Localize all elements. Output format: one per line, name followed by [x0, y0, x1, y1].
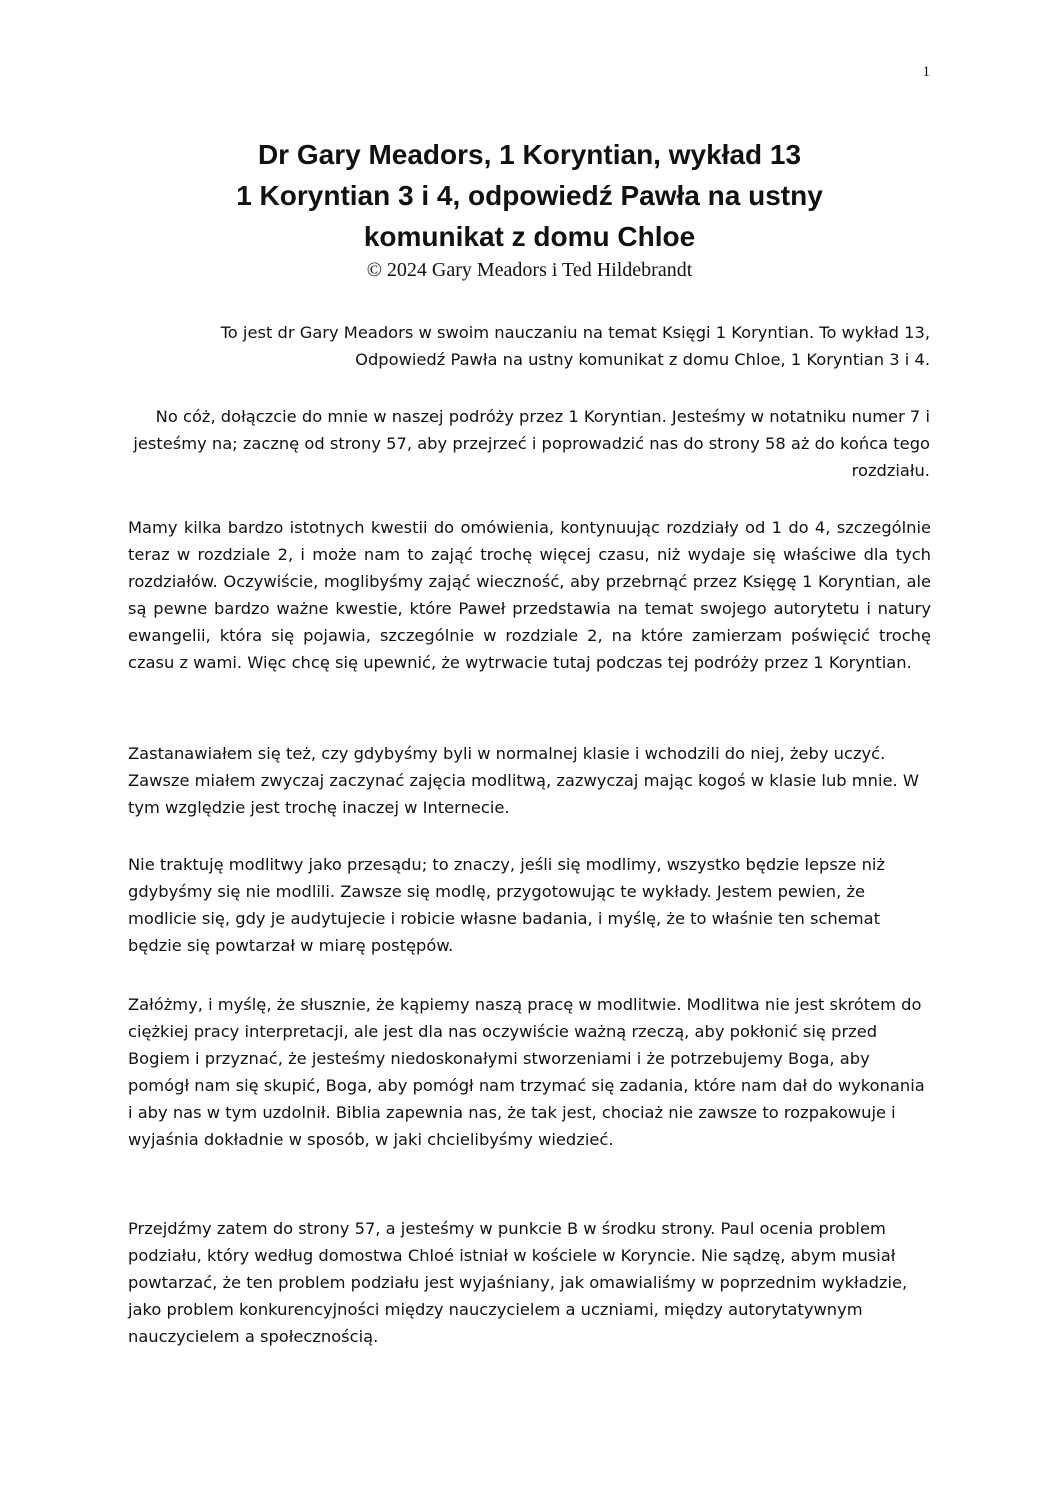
intro-paragraph-1: To jest dr Gary Meadors w swoim nauczaniu na temat Księgi 1 Koryntian. To wykład 13, Odpowiedź Pawła na ustny komunikat z domu Chloe, 1 Koryntian 3 i 4.	[220, 323, 930, 369]
title-line-3: komunikat z domu Chloe	[363, 221, 696, 252]
intro-paragraph-2: No cóż, dołączcie do mnie w naszej podróży przez 1 Koryntian. Jesteśmy w notatniku numer 7 i jesteśmy na; zacznę od strony 57, aby przejrzeć i poprowadzić nas do strony 58 aż do końca tego rozdziału.	[133, 407, 930, 480]
title-line-2: 1 Koryntian 3 i 4, odpowiedź Pawła na ustny	[236, 180, 823, 211]
body-paragraph-2: Zastanawiałem się też, czy gdybyśmy byli w normalnej klasie i wchodzili do niej, żeby uczyć. Zawsze miałem zwyczaj zaczynać zajęcia modlitwą, zazwyczaj mając kogoś w klasie lub mnie. W tym względzie jest trochę inaczej w Internecie.	[128, 744, 919, 817]
body-paragraph-3: Nie traktuję modlitwy jako przesądu; to znaczy, jeśli się modlimy, wszystko będzie lepsze niż gdybyśmy się nie modlili. Zawsze się modlę, przygotowując te wykłady. Jestem pewien, że modlicie się, gdy je audytujecie i robicie własne badania, i myślę, że to właśnie ten schemat będzie się powtarzał w miarę postępów.	[128, 855, 885, 955]
page-number: 1	[922, 64, 930, 80]
body-paragraph-5: Przejdźmy zatem do strony 57, a jesteśmy w punkcie B w środku strony. Paul ocenia problem podziału, który według domostwa Chloé istniał w kościele w Koryncie. Nie sądzę, abym musiał powtarzać, że ten problem podziału jest wyjaśniany, jak omawialiśmy w poprzednim wykładzie, jako problem konkurencyjności między nauczycielem a uczniami, między autorytatywnym nauczycielem a społecznością.	[128, 1219, 908, 1346]
body-paragraph-4: Załóżmy, i myślę, że słusznie, że kąpiemy naszą pracę w modlitwie. Modlitwa nie jest skrótem do ciężkiej pracy interpretacji, ale jest dla nas oczywiście ważną rzeczą, aby pokłonić się przed Bogiem i przyznać, że jesteśmy niedoskonałymi stworzeniami i że potrzebujemy Boga, aby pomógł nam się skupić, Boga, aby pomógł nam trzymać się zadania, które nam dał do wykonania i aby nas w tym uzdolnił. Biblia zapewnia nas, że tak jest, chociaż nie zawsze to rozpakowuje i wyjaśnia dokładnie w sposób, w jaki chcielibyśmy wiedzieć.	[128, 995, 925, 1149]
copyright-line: © 2024 Gary Meadors i Ted Hildebrandt	[366, 259, 693, 281]
title-line-1: Dr Gary Meadors, 1 Koryntian, wykład 13	[257, 139, 802, 170]
body-paragraph-1: Mamy kilka bardzo istotnych kwestii do omówienia, kontynuując rozdziały od 1 do 4, szczególnie teraz w rozdziale 2, i może nam to zająć trochę więcej czasu, niż wydaje się właściwe dla tych rozdziałów. Oczywiście, moglibyśmy zająć wieczność, aby przebrnąć przez Księgę 1 Koryntian, ale są pewne bardzo ważne kwestie, które Paweł przedstawia na temat swojego autorytetu i natury ewangelii, która się pojawia, szczególnie w rozdziale 2, na które zamierzam poświęcić trochę czasu z wami. Więc chcę się upewnić, że wytrwacie tutaj podczas tej podróży przez 1 Koryntian.	[128, 518, 931, 672]
title-block	[128, 134, 931, 282]
